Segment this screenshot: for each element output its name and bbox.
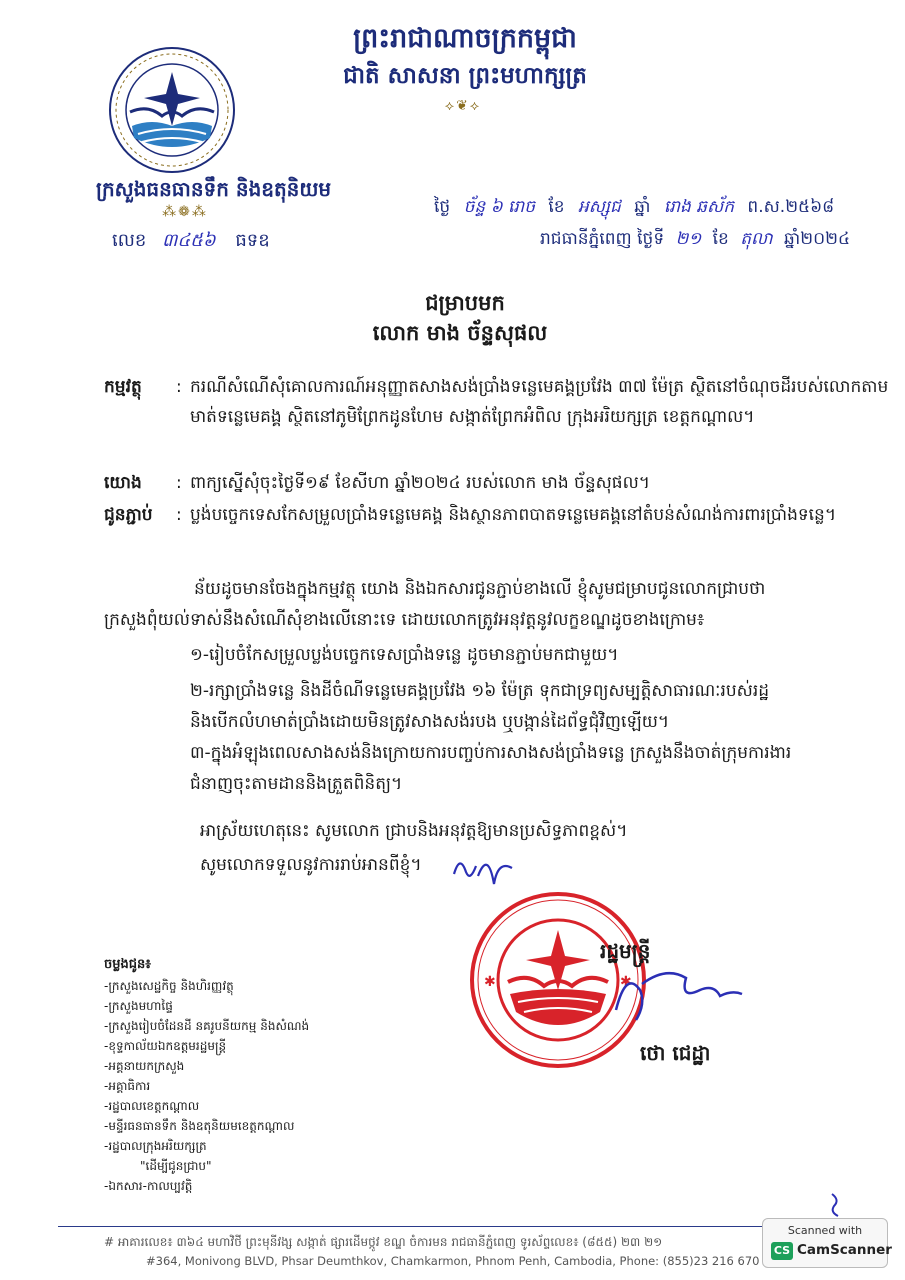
cc-item: -អគ្គនាយកក្រសួង: [104, 1059, 185, 1073]
reference-row: [104, 468, 894, 498]
subject-colon: :: [176, 377, 182, 397]
closing-line-1: អាស្រ័យហេតុនេះ សូមលោក ជ្រាបនិងអនុវត្តឱ្យមានប្រសិទ្ធភាពខ្ពស់។: [200, 821, 628, 841]
lunar-year-label: ឆ្នាំ: [634, 197, 651, 217]
reference-number: [112, 228, 270, 255]
attachment-colon: :: [176, 505, 182, 525]
page-mark: [826, 1190, 846, 1220]
reference-label: លេខ: [112, 230, 147, 251]
svg-text:✱: ✱: [620, 974, 632, 990]
cc-item: -អគ្គាធិការ: [104, 1079, 151, 1093]
signatory-title: រដ្ឋមន្ត្រី: [600, 939, 651, 963]
condition-3: ៣-ក្នុងអំឡុងពេលសាងសង់និងក្រោយការបញ្ចប់ការសាងសង់ប្រាំងទន្លេ ក្រសួងនឹងចាត់ក្រុមការងារជំនាញចុះតាមដាននិងត្រួតពិនិត្យ។: [190, 743, 792, 794]
subject-label: កម្មវត្ថុ: [104, 377, 142, 397]
svg-text:✱: ✱: [484, 974, 496, 990]
condition-1: ១-រៀបចំកែសម្រួលប្លង់បច្ចេកទេសប្រាំងទន្លេ ដូចមានភ្ជាប់មកជាមួយ។: [190, 645, 619, 665]
lunar-date: [434, 196, 834, 221]
reference-number-value: ៣៤៥៦: [162, 230, 216, 251]
lunar-day: ច័ន្ទ ៦ រោច: [463, 197, 535, 217]
reference-doc-colon: :: [176, 473, 182, 493]
footer-address-khmer: # អាគារលេខ៖ ៣៦៤ មហាវិថី ព្រះមុនីវង្ស សង្កាត់ ផ្សារដើមថ្កូវ ខណ្ឌ ចំការមន រាជធានីភ្នំពេញ ទូរស័ព្ទលេខ៖ (៨៥៥) ២៣ ២១: [104, 1235, 663, 1249]
ministry-name: ក្រសួងធនធានទឹក និងឧតុនិយម: [96, 177, 332, 201]
camscanner-caption: Scanned with: [787, 1224, 863, 1237]
buddhist-era: ព.ស.២៥៦៨: [747, 197, 835, 217]
recipient-label: ជម្រាបមក: [425, 291, 505, 315]
attachment-label: ជូនភ្ជាប់: [104, 505, 153, 525]
signatory-name: ថោ ជេដ្ឋា: [640, 1041, 711, 1065]
camscanner-badge: [762, 1218, 892, 1268]
reference-doc-label: យោង: [104, 473, 142, 493]
ministry-ornament: ⁂❁⁂: [162, 204, 208, 220]
cc-item: "ដើម្បីជូនជ្រាប": [140, 1159, 212, 1173]
subject-row: [104, 372, 894, 464]
attachment-text: ប្លង់បច្ចេកទេសកែសម្រួលប្រាំងទន្លេមេគង្គ និងស្ថានភាពបាតទន្លេមេគង្គនៅតំបន់សំណង់ការពារប្រាំងទន្លេ។: [190, 505, 837, 525]
handwritten-signature: [596, 960, 756, 1030]
cc-item: -ក្រសួងសេដ្ឋកិច្ច និងហិរញ្ញវត្ថុ: [104, 979, 234, 993]
camscanner-logo-icon: CS: [771, 1242, 793, 1260]
lunar-day-label: ថ្ងៃ: [434, 197, 451, 217]
initials-mark: [448, 846, 518, 890]
subject-text: ករណីសំណើសុំគោលការណ៍អនុញ្ញាតសាងសង់ប្រាំងទន្លេមេគង្គប្រវែង ៣៧ ម៉ែត្រ ស្ថិតនៅចំណុចដីរបស់លោកតាមមាត់ទន្លេមេគង្គ ស្ថិតនៅភូមិព្រែកដូនហែម សង្កាត់ព្រែកអំពិល ក្រុងអរិយក្សត្រ ខេត្តកណ្ដាល។: [190, 377, 889, 427]
recipient-name: លោក មាង ច័ន្ទសុផល: [372, 321, 548, 345]
reference-suffix: ធទឧ: [235, 230, 270, 251]
cc-title: ចម្លងជូន៖: [104, 957, 151, 972]
attachment-row: [104, 500, 894, 562]
cc-item: -ក្រសួងរៀបចំដែនដី នគរូបនីយកម្ម និងសំណង់: [104, 1019, 310, 1033]
cc-item: -មន្ទីរធនធានទឹក និងឧតុនិយមខេត្តកណ្ដាល: [104, 1119, 295, 1133]
solar-month-label: ខែ: [712, 229, 729, 249]
camscanner-name: CamScanner: [797, 1242, 892, 1258]
solar-day: ២១: [675, 229, 702, 249]
cc-item: -រដ្ឋបាលខេត្តកណ្ដាល: [104, 1099, 200, 1113]
lunar-month-label: ខែ: [548, 197, 565, 217]
solar-year: ឆ្នាំ២០២៤: [784, 229, 851, 249]
solar-date: [540, 228, 850, 253]
lunar-year: រោង ឆស័ក: [663, 197, 734, 217]
ministry-logo: [108, 46, 236, 174]
footer-address-english: #364, Monivong BLVD, Phsar Deumthkov, Chamkarmon, Phnom Penh, Cambodia, Phone: (855)23 216 670: [146, 1254, 760, 1268]
reference-doc-text: ពាក្យស្នើសុំចុះថ្ងៃទី១៩ ខែសីហា ឆ្នាំ២០២៤ របស់លោក មាង ច័ន្ទសុផល។: [190, 473, 650, 493]
cc-item: -ខុទ្ទកាល័យឯកឧត្តមរដ្ឋមន្ត្រី: [104, 1039, 227, 1053]
kingdom-heading: ព្រះរាជាណាចក្រកម្ពុជា: [353, 23, 577, 54]
body-intro: ន័យដូចមានចែងក្នុងកម្មវត្ថុ យោង និងឯកសារជូនភ្ជាប់ខាងលើ ខ្ញុំសូមជម្រាបជូនលោកជ្រាបថា ក្រសួងពុំយល់ទាស់នឹងសំណើសុំខាងលើនោះទេ ដោយលោកត្រូវអនុវត្តនូវលក្ខខណ្ឌដូចខាងក្រោម៖: [104, 579, 766, 630]
closing-line-2: សូមលោកទទួលនូវការរាប់អានពីខ្ញុំ។: [200, 855, 422, 875]
lunar-month: អស្សុជ: [578, 197, 621, 217]
motto-ornament: ⟡❦⟡: [444, 98, 482, 114]
condition-2: ២-រក្សាប្រាំងទន្លេ និងដីចំណីទន្លេមេគង្គប្រវែង ១៦ ម៉ែត្រ ទុកជាទ្រព្យសម្បត្តិសាធារណៈរបស់រដ្ឋ និងបើកលំហមាត់ប្រាំងដោយមិនត្រូវសាងសង់របង ឬបង្កាន់ដៃព័ទ្ធជុំវិញឡើយ។: [190, 681, 770, 732]
solar-place: រាជធានីភ្នំពេញ ថ្ងៃទី: [540, 229, 665, 249]
cc-item: -ក្រសួងមហាផ្ទៃ: [104, 999, 173, 1013]
cc-item: -ឯកសារ-កាលប្បវត្តិ: [104, 1179, 193, 1193]
footer-divider: [58, 1226, 848, 1227]
cc-item: -រដ្ឋបាលក្រុងអរិយក្សត្រ: [104, 1139, 207, 1153]
national-motto: ជាតិ សាសនា ព្រះមហាក្សត្រ: [343, 63, 587, 89]
solar-month: តុលា: [740, 229, 773, 249]
